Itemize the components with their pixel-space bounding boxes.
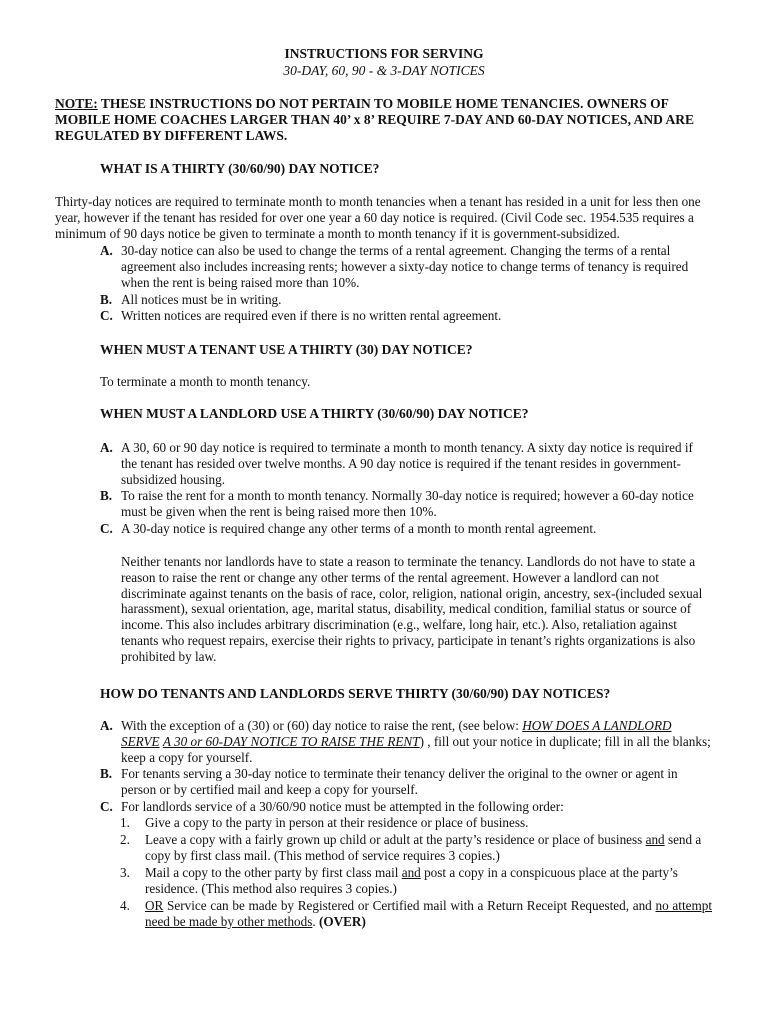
s4-item-b-label: B. bbox=[100, 766, 113, 781]
link-how-does-landlord-serve[interactable]: HOW DOES A LANDLORD SERVE bbox=[121, 718, 672, 749]
note-label: NOTE: bbox=[55, 96, 98, 111]
s3-item-b-text: To raise the rent for a month to month tenancy. Normally 30-day notice is required; however a 60-day notice must be given when the rent is being raised more then 10%. bbox=[121, 488, 694, 519]
s1-item-b bbox=[100, 292, 712, 308]
page-subtitle: 30-DAY, 60, 90 - & 3-DAY NOTICES bbox=[283, 63, 485, 78]
s4-item-c-label: C. bbox=[100, 799, 113, 814]
s4-sub-3 bbox=[120, 865, 712, 897]
s4-sub-1-num: 1. bbox=[120, 815, 130, 830]
s3-item-a-text: A 30, 60 or 90 day notice is required to terminate a month to month tenancy. A sixty day notice is required if the tenant has resided over twelve months. A 90 day notice is required if the tenant resides in government-subsidized housing. bbox=[121, 440, 693, 487]
link-notice-raise-rent[interactable]: A 30 or 60-DAY NOTICE TO RAISE THE RENT bbox=[162, 733, 420, 749]
s4-item-b bbox=[100, 766, 712, 798]
s1-item-a-text: 30-day notice can also be used to change the terms of a rental agreement. Changing the terms of a rental agreement also includes increasing rents; however a sixty-day notice to change terms of tenancy is required when the rent is being raised more than 10%. bbox=[121, 243, 689, 290]
over-marker: (OVER) bbox=[318, 913, 366, 929]
note-paragraph bbox=[55, 96, 715, 144]
s4-sub-3-pre: Mail a copy to the other party by first class mail bbox=[145, 865, 402, 880]
s4-item-a bbox=[100, 718, 712, 765]
s3-item-b bbox=[100, 488, 712, 520]
s1-item-c bbox=[100, 308, 712, 324]
s3-item-c bbox=[100, 521, 712, 537]
s4-sub-2-pre: Leave a copy with a fairly grown up child or adult at the party’s residence or place of business bbox=[145, 832, 646, 847]
s3-item-c-text: A 30-day notice is required change any other terms of a month to month rental agreement. bbox=[121, 521, 597, 536]
s4-sub-2-and: and bbox=[645, 832, 665, 847]
heading-tenant-use: WHEN MUST A TENANT USE A THIRTY (30) DAY NOTICE? bbox=[100, 342, 473, 357]
s3-item-b-label: B. bbox=[100, 488, 113, 503]
s4-item-c bbox=[100, 799, 712, 815]
s4-item-b-text: For tenants serving a 30-day notice to terminate their tenancy deliver the original to the owner or agent in person or by certified mail and keep a copy for yourself. bbox=[121, 766, 678, 797]
heading-landlord-use: WHEN MUST A LANDLORD USE A THIRTY (30/60/90) DAY NOTICE? bbox=[100, 406, 529, 421]
s2-text: To terminate a month to month tenancy. bbox=[100, 374, 311, 389]
s4-sub-4-no: no attempt need be made by other methods bbox=[145, 898, 712, 929]
s4-sub-3-and: and bbox=[401, 865, 421, 880]
s3-item-a bbox=[100, 440, 712, 487]
s1-item-c-label: C. bbox=[100, 308, 113, 323]
page-title: INSTRUCTIONS FOR SERVING bbox=[284, 46, 484, 61]
s4-sub-1-text: Give a copy to the party in person at their residence or place of business. bbox=[145, 815, 529, 830]
heading-how-serve: HOW DO TENANTS AND LANDLORDS SERVE THIRTY (30/60/90) DAY NOTICES? bbox=[100, 686, 611, 701]
s1-item-c-text: Written notices are required even if there is no written rental agreement. bbox=[121, 308, 502, 323]
s4-item-a-label: A. bbox=[100, 718, 113, 733]
s3-item-a-label: A. bbox=[100, 440, 113, 455]
s4-sub-4-mid: Service can be made by Registered or Certified mail with a Return Receipt Requested, and bbox=[163, 898, 656, 913]
heading-what-is-notice: WHAT IS A THIRTY (30/60/90) DAY NOTICE? bbox=[100, 161, 380, 176]
s4-sub-2-post: send a copy by first class mail. (This method of service requires 3 copies.) bbox=[145, 832, 702, 863]
s1-item-b-label: B. bbox=[100, 292, 113, 307]
s4-sub-3-text bbox=[145, 865, 712, 897]
s4-sub-3-post: post a copy in a conspicuous place at the party’s residence. (This method also requires 3 copies.) bbox=[145, 865, 678, 896]
s4-sub-4 bbox=[120, 898, 712, 930]
s4-sub-4-end: . bbox=[312, 913, 319, 929]
s4-sub-2 bbox=[120, 832, 712, 864]
s4-sub-3-num: 3. bbox=[120, 865, 130, 880]
note-text: THESE INSTRUCTIONS DO NOT PERTAIN TO MOBILE HOME TENANCIES. OWNERS OF MOBILE HOME COACHES LARGER THAN 40’ x 8’ REQUIRE 7-DAY AND 60-DAY NOTICES, AND ARE REGULATED BY DIFFERENT LAWS. bbox=[55, 96, 694, 143]
s4-sub-2-text bbox=[145, 832, 712, 864]
s3-paragraph: Neither tenants nor landlords have to state a reason to terminate the tenancy. Landlords do not have to state a reason to raise the rent or change any other terms of the rental agreement. However a landlord can not discriminate against tenants on the basis of race, color, religion, national origin, ancestry, sex-(included sexual harassment), sexual orientation, age, marital status, disability, medical condition, familial status or source of income. This also includes arbitrary discrimination (e.g., welfare, long hair, etc.). Also, retaliation against tenants who request repairs, exercise their rights to privacy, participate in tenant’s rights organizations is also prohibited by law. bbox=[121, 554, 703, 664]
s4-sub-4-text bbox=[145, 898, 712, 930]
s4-sub-1 bbox=[120, 815, 712, 831]
s4-item-c-text: For landlords service of a 30/60/90 notice must be attempted in the following order: bbox=[121, 799, 564, 814]
s4-item-a-post: ) , fill out your notice in duplicate; fill in all the blanks; keep a copy for yourself. bbox=[121, 733, 711, 765]
s4-item-a-text bbox=[121, 718, 712, 765]
s1-item-a-label: A. bbox=[100, 243, 113, 258]
s1-item-b-text: All notices must be in writing. bbox=[121, 292, 282, 307]
s3-item-c-label: C. bbox=[100, 521, 113, 536]
s4-sub-2-num: 2. bbox=[120, 832, 130, 847]
s4-sub-4-num: 4. bbox=[120, 898, 130, 913]
s4-item-a-pre: With the exception of a (30) or (60) day notice to raise the rent, (see below: bbox=[121, 718, 523, 733]
s1-item-a bbox=[100, 243, 712, 290]
s1-intro: Thirty-day notices are required to terminate month to month tenancies when a tenant has resided in a unit for less then one year, however if the tenant has resided for over one year a 60 day notice is required. (Civil Code sec. 1954.535 requires a minimum of 90 days notice be given to terminate a month to month tenancy if it is government-subsidized. bbox=[55, 194, 701, 241]
s4-sub-4-or: OR bbox=[145, 898, 164, 913]
